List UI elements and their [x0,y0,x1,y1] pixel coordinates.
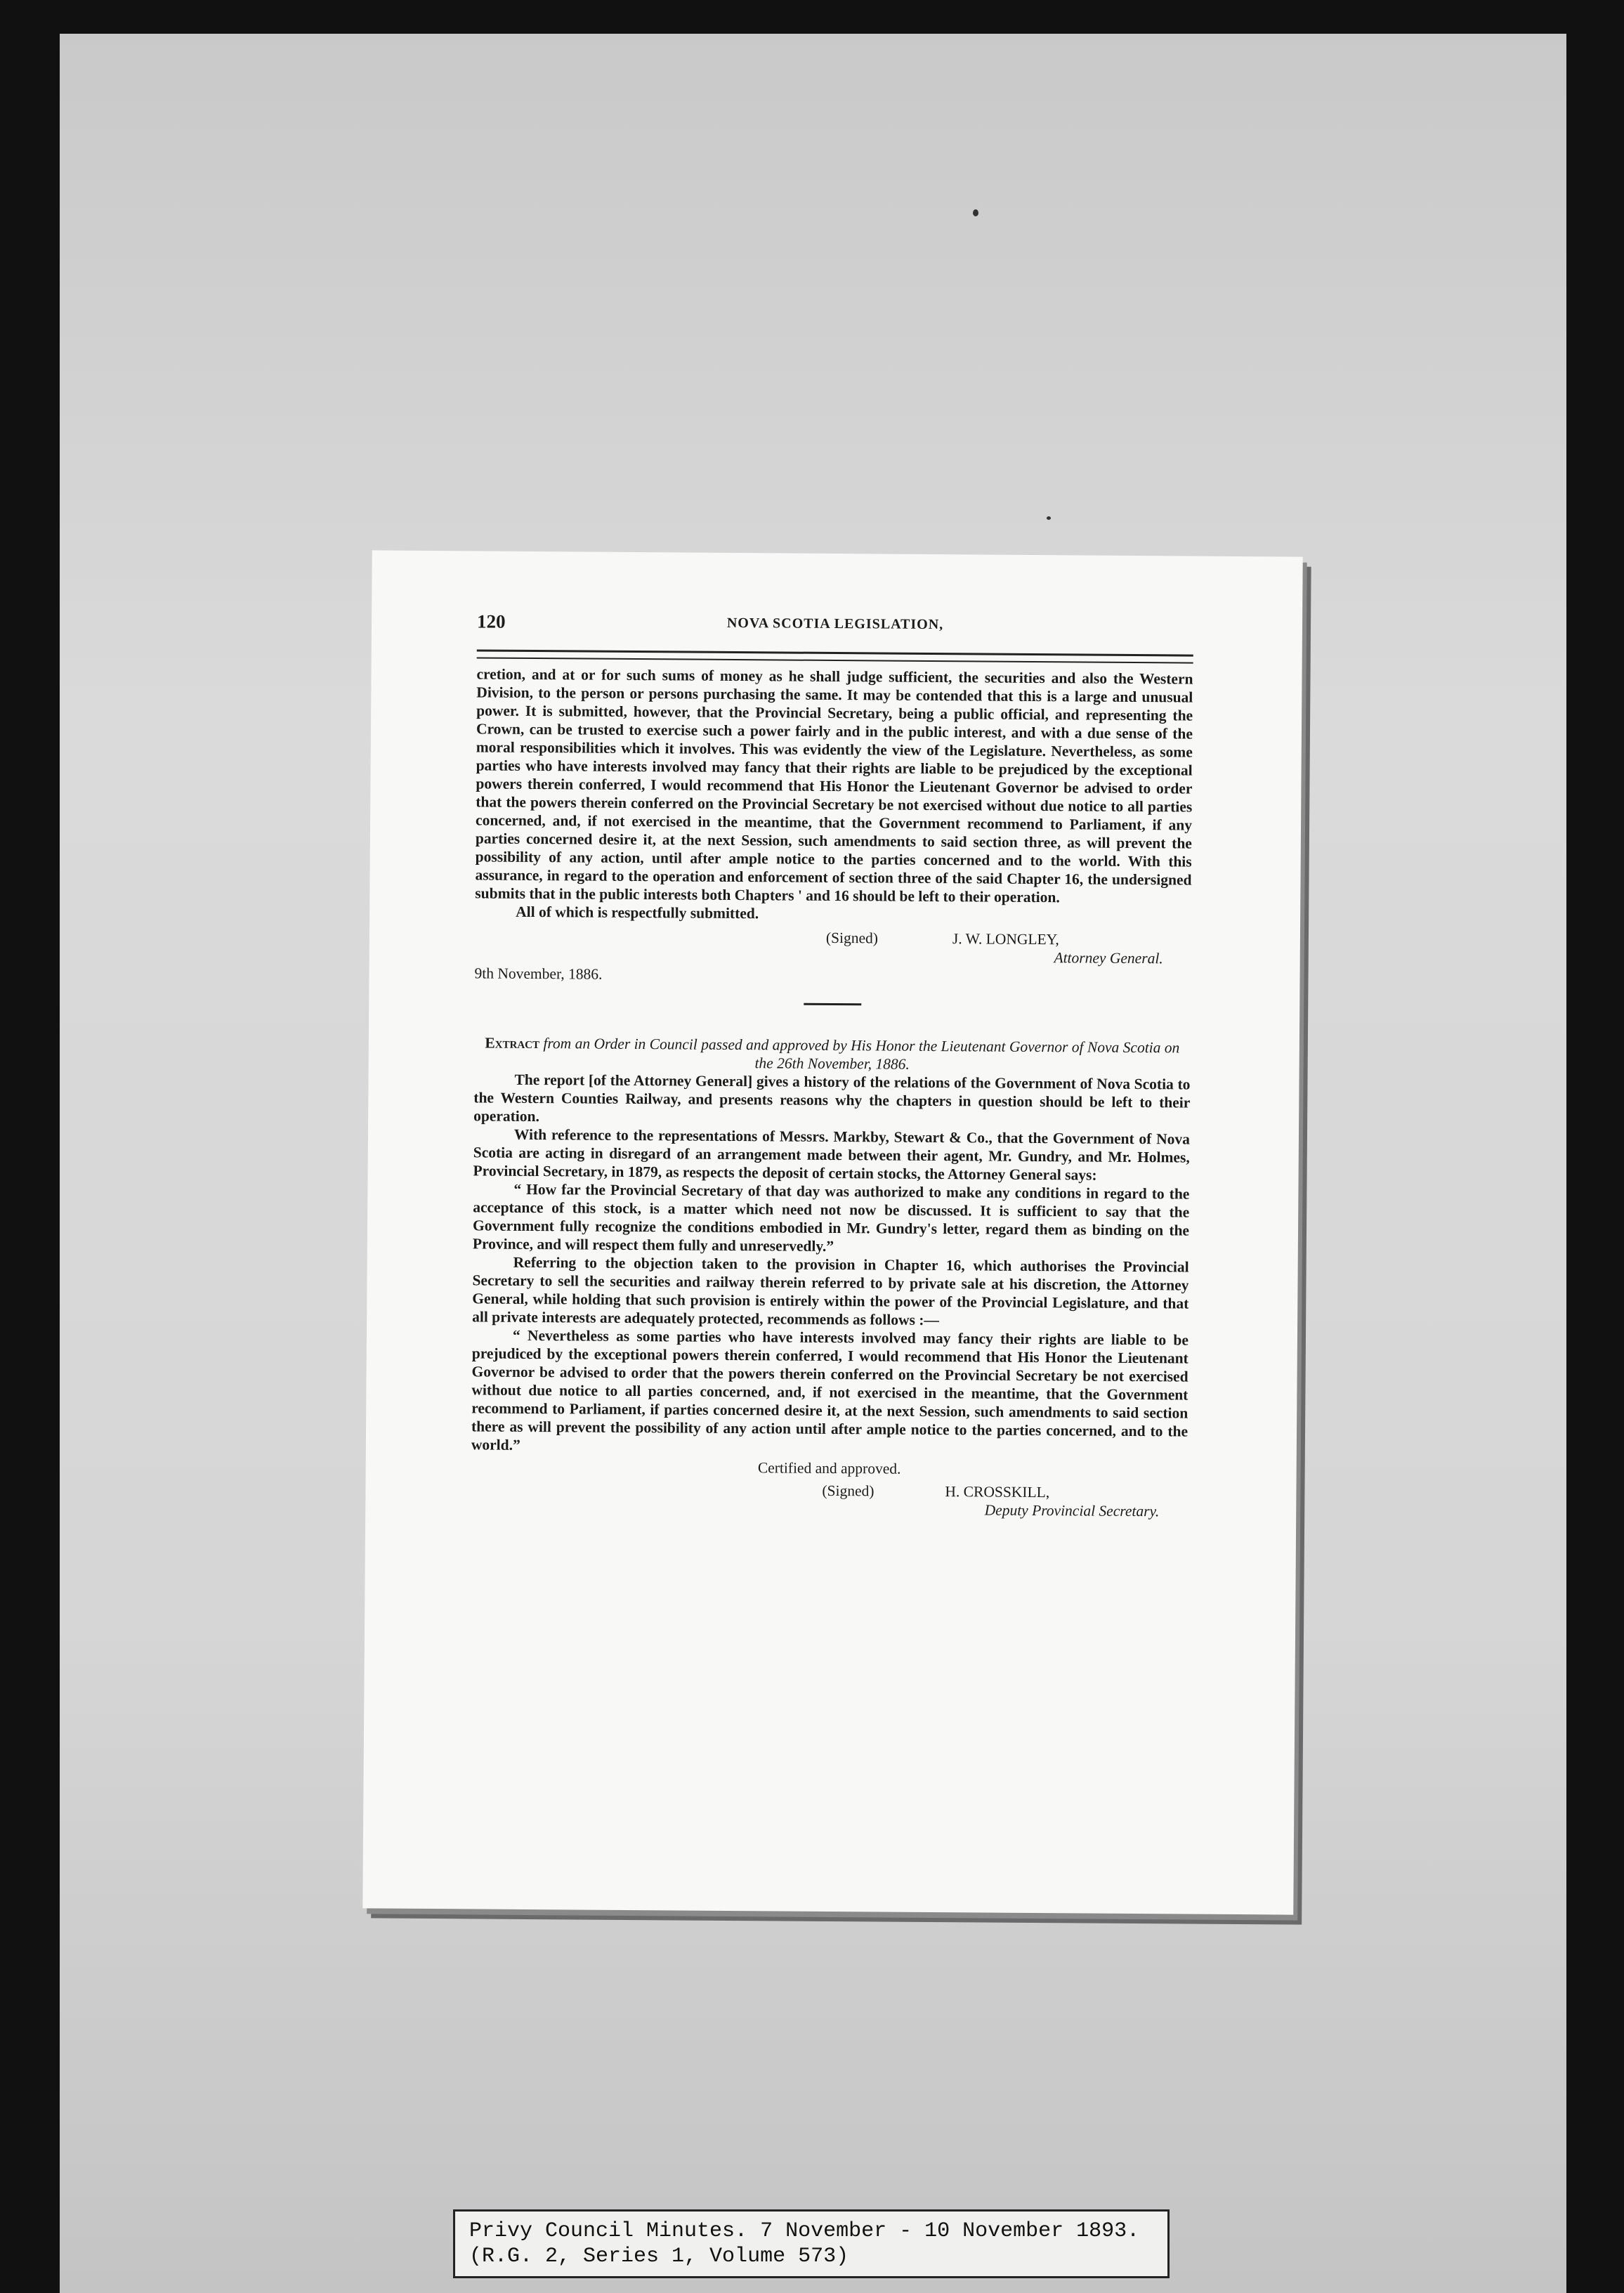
report-date: 9th November, 1886. [474,965,603,983]
archive-label-line2: (R.G. 2, Series 1, Volume 573) [469,2245,849,2268]
report-paragraph: cretion, and at or for such sums of money as he shall judge sufficient, the securities and also the Western Division, to the person or persons purchasing the same. It may be contended that this is a large and unusual power. It is submitted, however, that the Provincial Secretary, being a public official, and representing the Crown, can be trusted to exercise such a power fairly and in the public interest, and with a due sense of the moral responsibilities which it involves. This was evidently the view of the Legislature. Nevertheless, as some parties who have interests involved may fancy that their rights are liable to be prejudiced by the exceptional powers therein conferred, I would recommend that His Honor the Lieutenant Governor be advised to order that the powers therein conferred on the Provincial Secretary be not exercised without due notice to all parties concerned, and, if not exercised in the meantime, that the Government recommend to Parliament, if any parties concerned desire it, at the next Session, such amendments to said section three, as will prevent the possibility of any action, until after ample notice to the parties concerned and to the world. With this assurance, in regard to the operation and enforcement of section three of the said Chapter 16, the undersigned submits that in the public interests both Chapters ' and 16 should be left to their operation. [475,665,1193,906]
body-text [471,665,1193,1522]
extract-paragraph: Referring to the objection taken to the provision in Chapter 16, which authorises the Provincial Secretary to sell the securities and railway therein referred to by private sale at his discretion, the Attorney General, while holding that such provision is entirely within the power of the Provincial Legislature, and that all private interests are adequately protected, recommends as follows :— [472,1253,1189,1329]
running-head [477,610,1193,644]
extract-paragraph: With reference to the representations of Messrs. Markby, Stewart & Co., that the Government of Nova Scotia are acting in disregard of an arrangement made between their agent, Mr. Gundry, and Mr. Holmes, Provincial Secretary, in 1879, as respects the deposit of certain stocks, the Attorney General says: [473,1125,1191,1184]
signature-block-longley [475,926,1191,969]
signed-label: (Signed) [825,929,879,947]
signatory-title: Attorney General. [1054,949,1163,967]
extract-heading-rest: from an Order in Council passed and approved by His Honor the Lieutenant Governor of Nova Scotia on the 26th November, 1886. [543,1035,1180,1073]
closing-line: All of which is respectfully submitted. [516,903,759,922]
signatory-name: J. W. LONGLEY, [952,930,1059,948]
page-number: 120 [476,610,506,632]
certified-line: Certified and approved. [757,1459,901,1477]
signature-block-crosskill [471,1479,1187,1522]
archive-label-line1: Privy Council Minutes. 7 November - 10 November 1893. [469,2219,1140,2243]
film-speck [973,209,978,216]
document-page [362,550,1302,1914]
extract-paragraph: The report [of the Attorney General] gives a history of the relations of the Government of Nova Scotia to the Western Counties Railway, and presents reasons why the chapters in question should be left to their operation. [473,1071,1191,1125]
signed-label: (Signed) [822,1482,875,1500]
header-rule [477,649,1193,663]
extract-heading [474,1033,1191,1075]
film-speck [1047,516,1051,520]
signatory-title: Deputy Provincial Secretary. [984,1501,1160,1520]
section-divider [804,1003,861,1006]
extract-quote: “ Nevertheless as some parties who have interests involved may fancy their rights are liable to be prejudiced by the exceptional powers therein conferred, I would recommend that His Honor the Lieutenant Governor be advised to order that the powers therein conferred on the Provincial Secretary be not exercised without due notice to all parties concerned, and, if not exercised in the meantime, that the Government recommend to Parliament, if parties concerned desire it, at the next Session, such amendments to said section there as will prevent the possibility of any action until after ample notice to the parties concerned, and to the world.” [471,1326,1189,1453]
archive-label [453,2209,1170,2278]
page-heading: NOVA SCOTIA LEGISLATION, [726,615,944,633]
signatory-name: H. CROSSKILL, [945,1483,1050,1501]
extract-quote: “ How far the Provincial Secretary of that day was authorized to make any conditions in regard to the acceptance of this stock, is a matter which need not now be discussed. It is sufficient to say that the Government fully recognize the conditions embodied in Mr. Gundry's letter, regard them as binding on the Province, and will respect them fully and unreservedly.” [472,1180,1190,1255]
extract-lead: Extract [485,1034,540,1052]
